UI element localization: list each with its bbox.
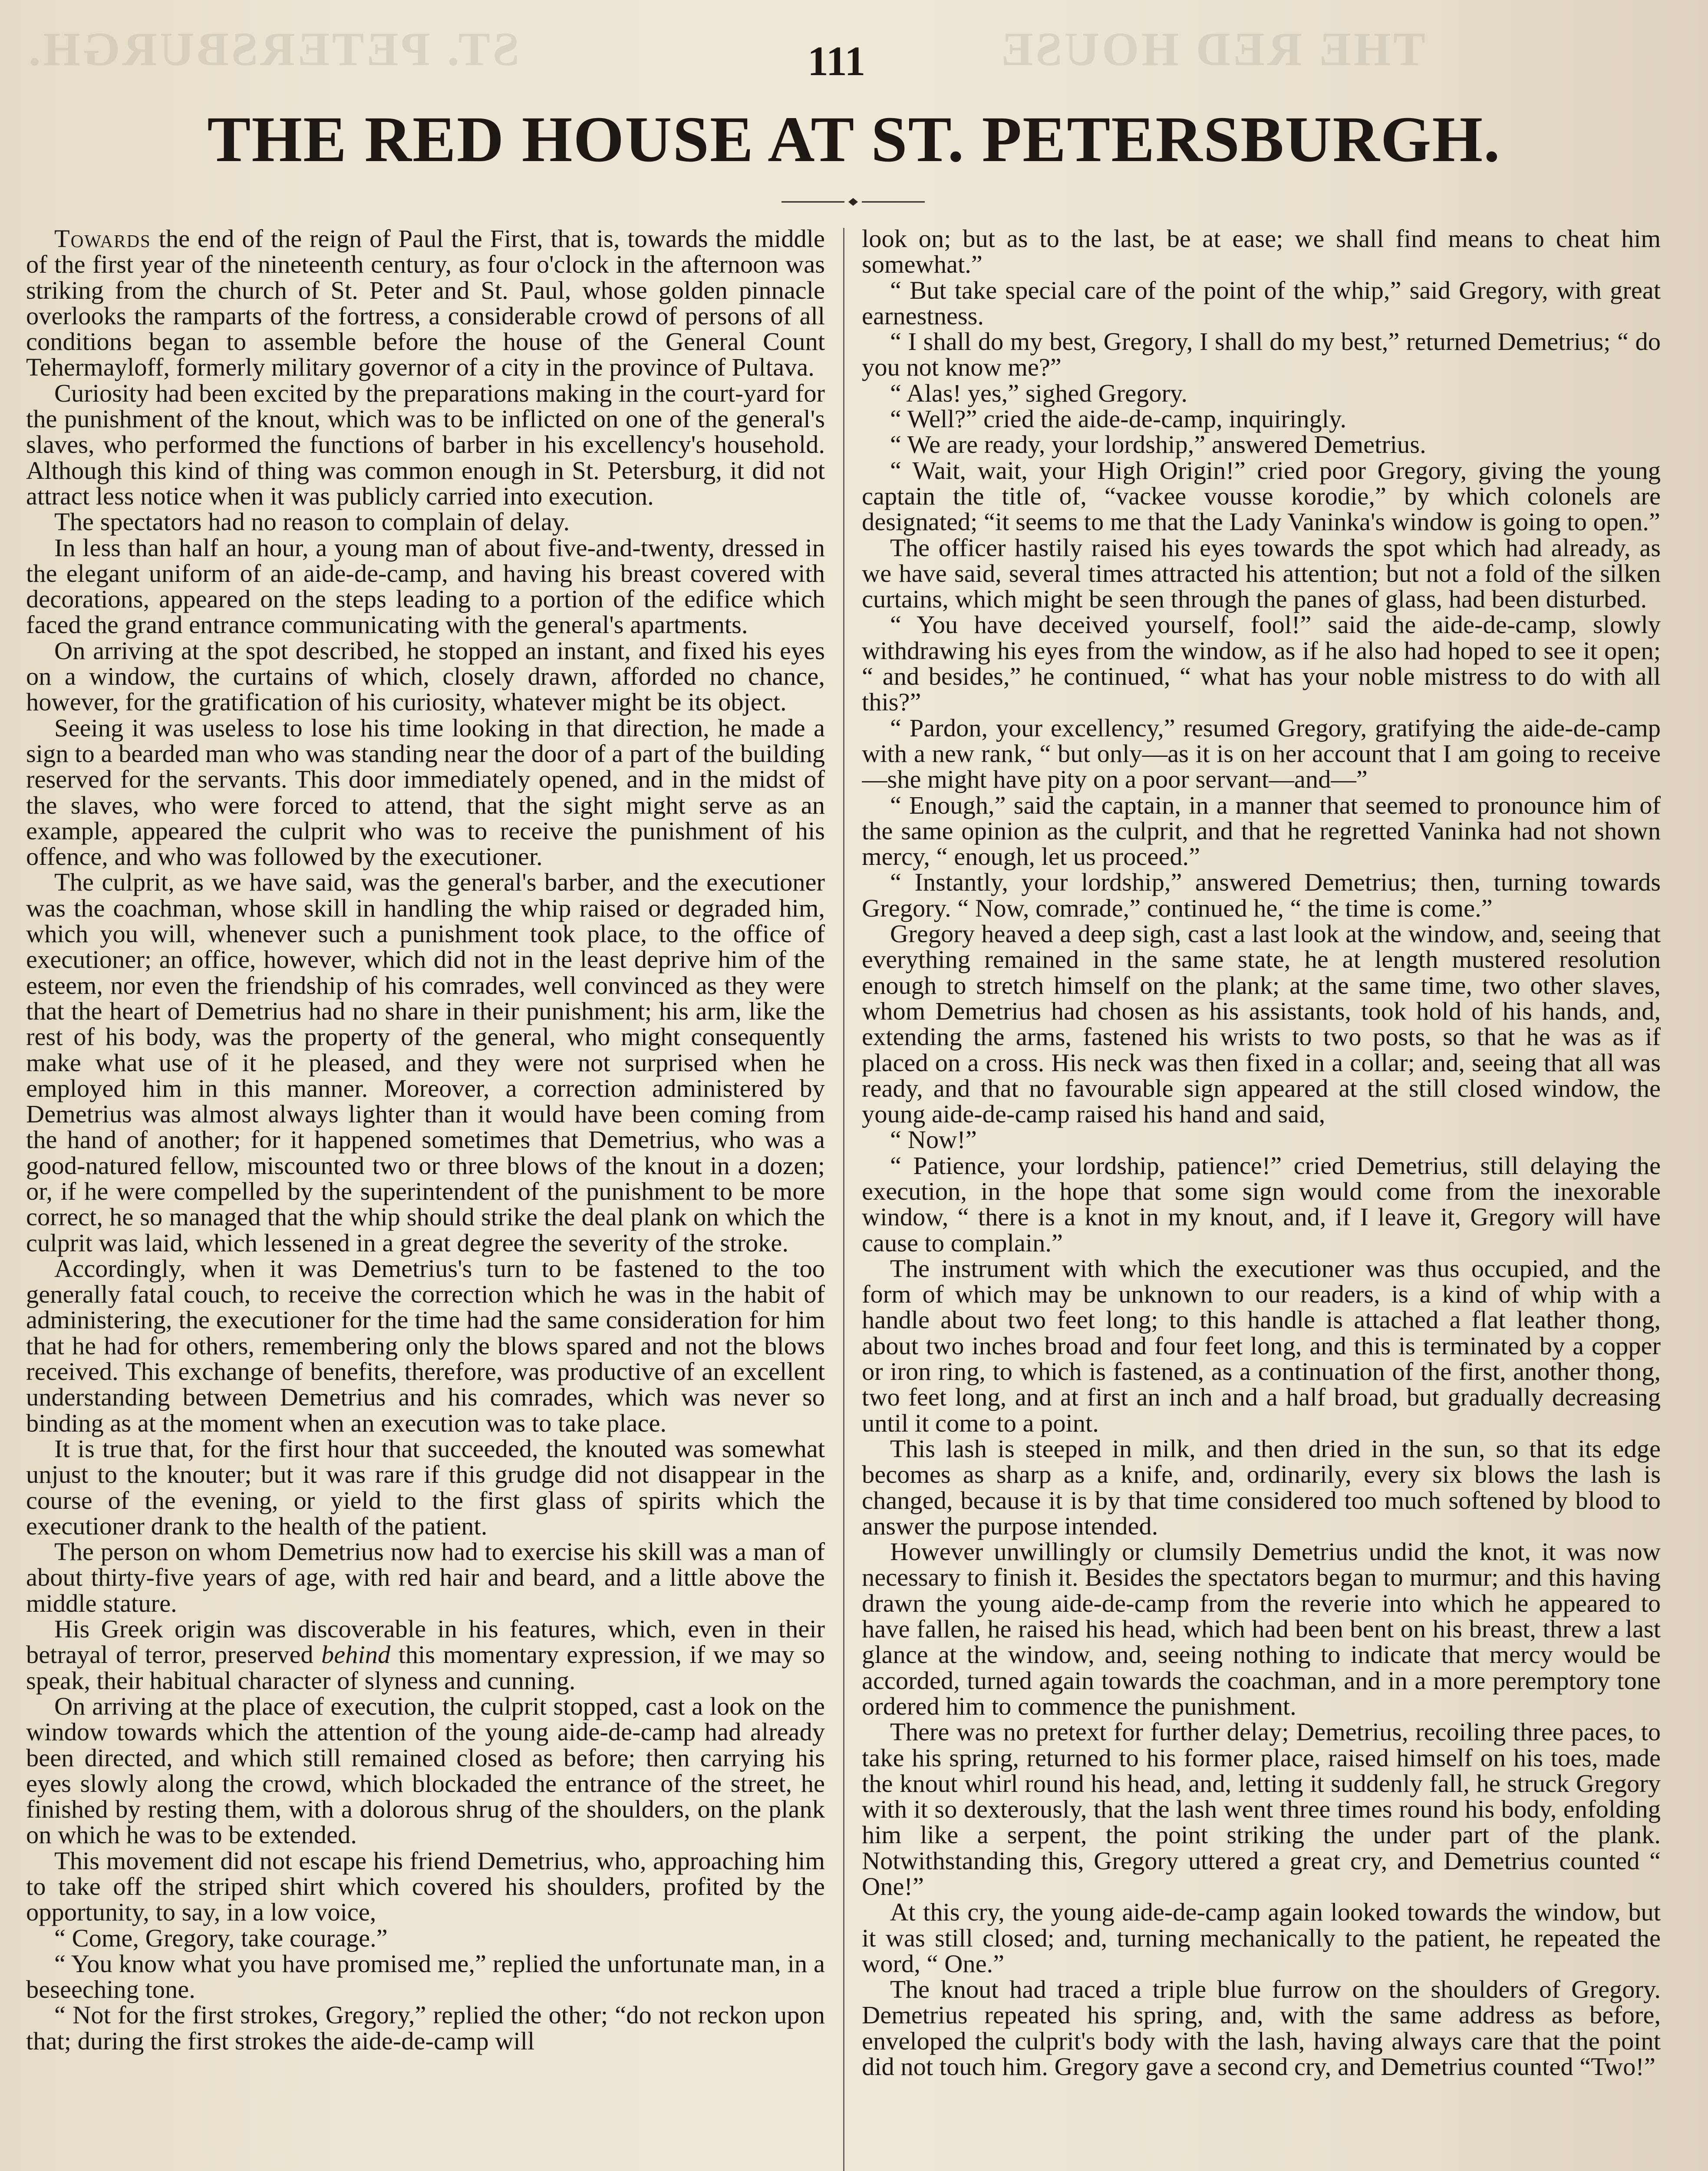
paragraph-text: The officer hastily raised his eyes towards the spot which had already, as we have said, several times attracted his attention; but not a fold of the silken curtains, which might be seen through the panes of glass, had been disturbed. xyxy=(862,533,1661,614)
paragraph-text: The spectators had no reason to complain of delay. xyxy=(54,508,570,536)
paragraph xyxy=(26,2002,825,2054)
paragraph-text: “ You know what you have promised me,” replied the unfortunate man, in a beseeching tone. xyxy=(26,1949,825,2004)
bleed-through-text-right: THE RED HOUSE xyxy=(999,23,1425,76)
article-title: THE RED HOUSE AT ST. PETERSBURGH. xyxy=(207,103,1501,175)
paragraph-text: “ You have deceived yourself, fool!” said the aide-de-camp, slowly withdrawing his eyes from the window, as if he also had hoped to see it open; “ and besides,” he continued, “ what has your noble mistress to do with all this?” xyxy=(862,610,1661,716)
paragraph xyxy=(26,1436,825,1539)
paragraph-text: It is true that, for the first hour that succeeded, the knouted was somewhat unjust to the knouter; but it was rare if this grudge did not disappear in the course of the evening, or yield to the first glass of spirits which the executioner drank to the health of the patient. xyxy=(26,1434,825,1540)
paragraph xyxy=(26,535,825,638)
paragraph xyxy=(26,1951,825,2003)
paragraph xyxy=(862,329,1661,380)
paragraph xyxy=(862,1719,1661,1899)
paragraph xyxy=(862,1127,1661,1152)
paragraph xyxy=(26,715,825,870)
paragraph xyxy=(26,1539,825,1616)
paragraph-text: Curiosity had been excited by the preparations making in the court-yard for the punishment of the knout, which was to be inflicted on one of the general's slaves, who performed the functions of barber in his excellency's household. Although this kind of thing was common enough in St. Petersburg, it did not attract less notice when it was publicly carried into execution. xyxy=(26,379,825,510)
paragraph-text: There was no pretext for further delay; Demetrius, recoiling three paces, to take his spring, returned to his former place, raised himself on his toes, made the knout whirl round his head, and, letting it suddenly fall, he struck Gregory with it so dexterously, that the lash went three times round his body, enfolding him like a serpent, the point striking the under part of the plank. Notwithstanding this, Gregory uttered a great cry, and Demetrius counted “ One!” xyxy=(862,1718,1661,1900)
paragraph xyxy=(862,432,1661,457)
title-ornament xyxy=(781,198,925,206)
bleed-through-text-left: ST. PETERSBURGH. xyxy=(26,23,520,76)
article-column-right xyxy=(862,226,1661,2171)
column-divider xyxy=(843,228,844,2171)
paragraph xyxy=(862,406,1661,432)
page-number: 111 xyxy=(808,38,866,84)
paragraph xyxy=(862,1153,1661,1256)
paragraph xyxy=(862,226,1661,277)
paragraph xyxy=(26,1693,825,1848)
paragraph xyxy=(862,380,1661,406)
paragraph-text: “ But take special care of the point of the whip,” said Gregory, with great earnestness. xyxy=(862,276,1661,330)
paragraph xyxy=(862,921,1661,1127)
paragraph xyxy=(862,869,1661,921)
paragraph xyxy=(862,1976,1661,2079)
paragraph xyxy=(862,715,1661,792)
paragraph xyxy=(862,277,1661,329)
paragraph xyxy=(862,792,1661,870)
paragraph-text: “ We are ready, your lordship,” answered Demetrius. xyxy=(890,430,1426,459)
paragraph-text: This movement did not escape his friend Demetrius, who, approaching him to take off the striped shirt which covered his shoulders, profited by the opportunity, to say, in a low voice, xyxy=(26,1846,825,1927)
paragraph-text: “ Now!” xyxy=(890,1125,977,1154)
paragraph-text: On arriving at the spot described, he stopped an instant, and fixed his eyes on a window, the curtains of which, closely drawn, afforded no chance, however, for the gratification of his curiosity, whatever might be its object. xyxy=(26,636,825,716)
paragraph-text: “ Well?” cried the aide-de-camp, inquiringly. xyxy=(890,405,1347,433)
paragraph-text: the end of the reign of Paul the First, that is, towards the middle of the first year of the nineteenth century, as four o'clock in the afternoon was striking from the church of St. Peter and St. Paul, whose golden pinnacle overlooks the ramparts of the fortress, a considerable crowd of persons of all conditions began to assemble before the house of the General Count Tehermayloff, formerly military governor of a city in the province of Pultava. xyxy=(26,226,825,382)
paragraph xyxy=(26,1848,825,1925)
paragraph-text: “ Not for the first strokes, Gregory,” replied the other; “do not reckon upon that; during the first strokes the aide-de-camp will xyxy=(26,2001,825,2055)
paragraph-text: Seeing it was useless to lose his time looking in that direction, he made a sign to a bearded man who was standing near the door of a part of the building reserved for the servants. This door immediately opened, and in the midst of the slaves, who were forced to attend, that the sight might serve as an example, appeared the culprit who was to receive the punishment of his offence, and who was followed by the executioner. xyxy=(26,713,825,871)
paragraph-text: The culprit, as we have said, was the general's barber, and the executioner was the coachman, whose skill in handling the whip raised or degraded him, which you will, whenever such a punishment took place, to the office of executioner; an office, however, which did not in the least deprive him of the esteem, nor even the friendship of his comrades, well convinced as they were that the heart of Demetrius had no share in their punishment; his arm, like the rest of his body, was the property of the general, who might consequently make what use of it he pleased, and they were not surprised when he employed him in this manner. Moreover, a correction administered by Demetrius was almost always lighter than it would have been coming from the hand of another; for it happened sometimes that Demetrius, who was a good-natured fellow, miscounted two or three blows of the knout in a dozen; or, if he were compelled by the superintendent of the punishment to be more correct, he so managed that the whip should strike the deal plank on which the culprit was laid, which lessened in a great degree the severity of the stroke. xyxy=(26,868,825,1257)
paragraph-text: “ Come, Gregory, take courage.” xyxy=(54,1924,388,1952)
paragraph-text: “ Pardon, your excellency,” resumed Gregory, gratifying the aide-de-camp with a new rank, “ but only—as it is on her account that I am going to receive—she might have pity on a poor servant—and—” xyxy=(862,713,1661,794)
emphasized-word: behind xyxy=(321,1640,391,1669)
paragraph-text: “ Enough,” said the captain, in a manner that seemed to pronounce him of the same opinion as the culprit, and that he regretted Vaninka had not shown mercy, “ enough, let us proceed.” xyxy=(862,791,1661,871)
paragraph-text: This lash is steeped in milk, and then dried in the sun, so that its edge becomes as sharp as a knife, and, ordinarily, every six blows the lash is changed, because it is by that time considered too much softened by blood to answer the purpose intended. xyxy=(862,1434,1661,1540)
paragraph-text: “ I shall do my best, Gregory, I shall do my best,” returned Demetrius; “ do you not know me?” xyxy=(862,327,1661,382)
paragraph xyxy=(26,638,825,715)
paragraph xyxy=(26,869,825,1255)
paragraph-text: “ Instantly, your lordship,” answered Demetrius; then, turning towards Gregory. “ Now, comrade,” continued he, “ the time is come.” xyxy=(862,868,1661,922)
paragraph-text: look on; but as to the last, be at ease; we shall find means to cheat him somewhat.” xyxy=(862,226,1661,279)
paragraph-text: In less than half an hour, a young man of about five-and-twenty, dressed in the elegant uniform of an aide-de-camp, and having his breast covered with decorations, appeared on the steps leading to a portion of the edifice which faced the grand entrance communicating with the general's apartments. xyxy=(26,533,825,639)
paragraph-text: The knout had traced a triple blue furrow on the shoulders of Gregory. Demetrius repeated his spring, and, with the same address as before, enveloped the culprit's body with the lash, having always care that the point did not touch him. Gregory gave a second cry, and Demetrius counted “Two!” xyxy=(862,1975,1661,2081)
paragraph-text: The person on whom Demetrius now had to exercise his skill was a man of about thirty-five years of age, with red hair and beard, and a little above the middle stature. xyxy=(26,1538,825,1617)
paragraph xyxy=(26,380,825,509)
paragraph xyxy=(862,1539,1661,1719)
paragraph xyxy=(862,612,1661,715)
paragraph-text: Accordingly, when it was Demetrius's turn to be fastened to the too generally fatal couch, to receive the correction which he was in the habit of administering, the executioner for the time had the same consideration for him that he had for others, remembering only the blows spared and not the blows received. This exchange of benefits, therefore, was productive of an excellent understanding between Demetrius and his comrades, which was never so binding as at the moment when an execution was to take place. xyxy=(26,1254,825,1437)
paragraph xyxy=(862,535,1661,612)
paragraph-text: this momentary expression, if we may so speak, their habitual character of slyness and cunning. xyxy=(26,1640,825,1695)
paragraph xyxy=(26,226,825,380)
paragraph-text: At this cry, the young aide-de-camp again looked towards the window, but it was still closed; and, turning mechanically to the patient, he repeated the word, “ One.” xyxy=(862,1898,1661,1978)
paragraph xyxy=(26,1256,825,1436)
paragraph-text: “ Patience, your lordship, patience!” cried Demetrius, still delaying the execution, in the hope that some sign would come from the inexorable window, “ there is a knot in my knout, and, if I leave it, Gregory will have cause to complain.” xyxy=(862,1151,1661,1257)
article-column-left xyxy=(26,226,825,2171)
paragraph xyxy=(862,1256,1661,1436)
paragraph xyxy=(862,1436,1661,1539)
paragraph-text: Gregory heaved a deep sigh, cast a last look at the window, and, seeing that everything remained in the same state, he at length mustered resolution enough to stretch himself on the plank; at the same time, two other slaves, whom Demetrius had chosen as his assistants, took hold of his hands, and, extending the arms, fastened his wrists to two posts, so that he was as if placed on a cross. His neck was then fixed in a collar; and, seeing that all was ready, and that no favourable sign appeared at the still closed window, the young aide-de-camp raised his hand and said, xyxy=(862,920,1661,1128)
paragraph xyxy=(26,509,825,535)
paragraph-text: “ Alas! yes,” sighed Gregory. xyxy=(890,379,1188,407)
paragraph xyxy=(26,1616,825,1693)
opening-word: Towards xyxy=(54,226,151,253)
paragraph xyxy=(862,1899,1661,1976)
paragraph-text: On arriving at the place of execution, the culprit stopped, cast a look on the window towards which the attention of the young aide-de-camp had already been directed, and which still remained closed as before; then carrying his eyes slowly along the crowd, which blockaded the entrance of the street, he finished by resting them, with a dolorous shrug of the shoulders, on the plank on which he was to be extended. xyxy=(26,1692,825,1849)
paragraph-text: However unwillingly or clumsily Demetrius undid the knot, it was now necessary to finish it. Besides the spectators began to murmur; and this having drawn the young aide-de-camp from the reverie into which he appeared to have fallen, he raised his head, which had been bent on his breast, threw a last glance at the window, and, seeing nothing to indicate that mercy would be accorded, turned again towards the coachman, and in a more peremptory tone ordered him to commence the punishment. xyxy=(862,1538,1661,1720)
paragraph-text: “ Wait, wait, your High Origin!” cried poor Gregory, giving the young captain the title of, “vackee vousse korodie,” by which colonels are designated; “it seems to me that the Lady Vaninka's window is going to open.” xyxy=(862,456,1661,536)
paragraph xyxy=(862,458,1661,535)
paragraph-text: His Greek origin was discoverable in his features, which, even in their betrayal of terror, preserved xyxy=(26,1615,825,1669)
paragraph xyxy=(26,1925,825,1951)
paragraph-text: The instrument with which the executioner was thus occupied, and the form of which may be unknown to our readers, is a kind of whip with a handle about two feet long; to this handle is attached a flat leather thong, about two inches broad and four feet long, and this is terminated by a copper or iron ring, to which is fastened, as a continuation of the first, another thong, two feet long, and at first an inch and a half broad, but gradually decreasing until it come to a point. xyxy=(862,1254,1661,1437)
